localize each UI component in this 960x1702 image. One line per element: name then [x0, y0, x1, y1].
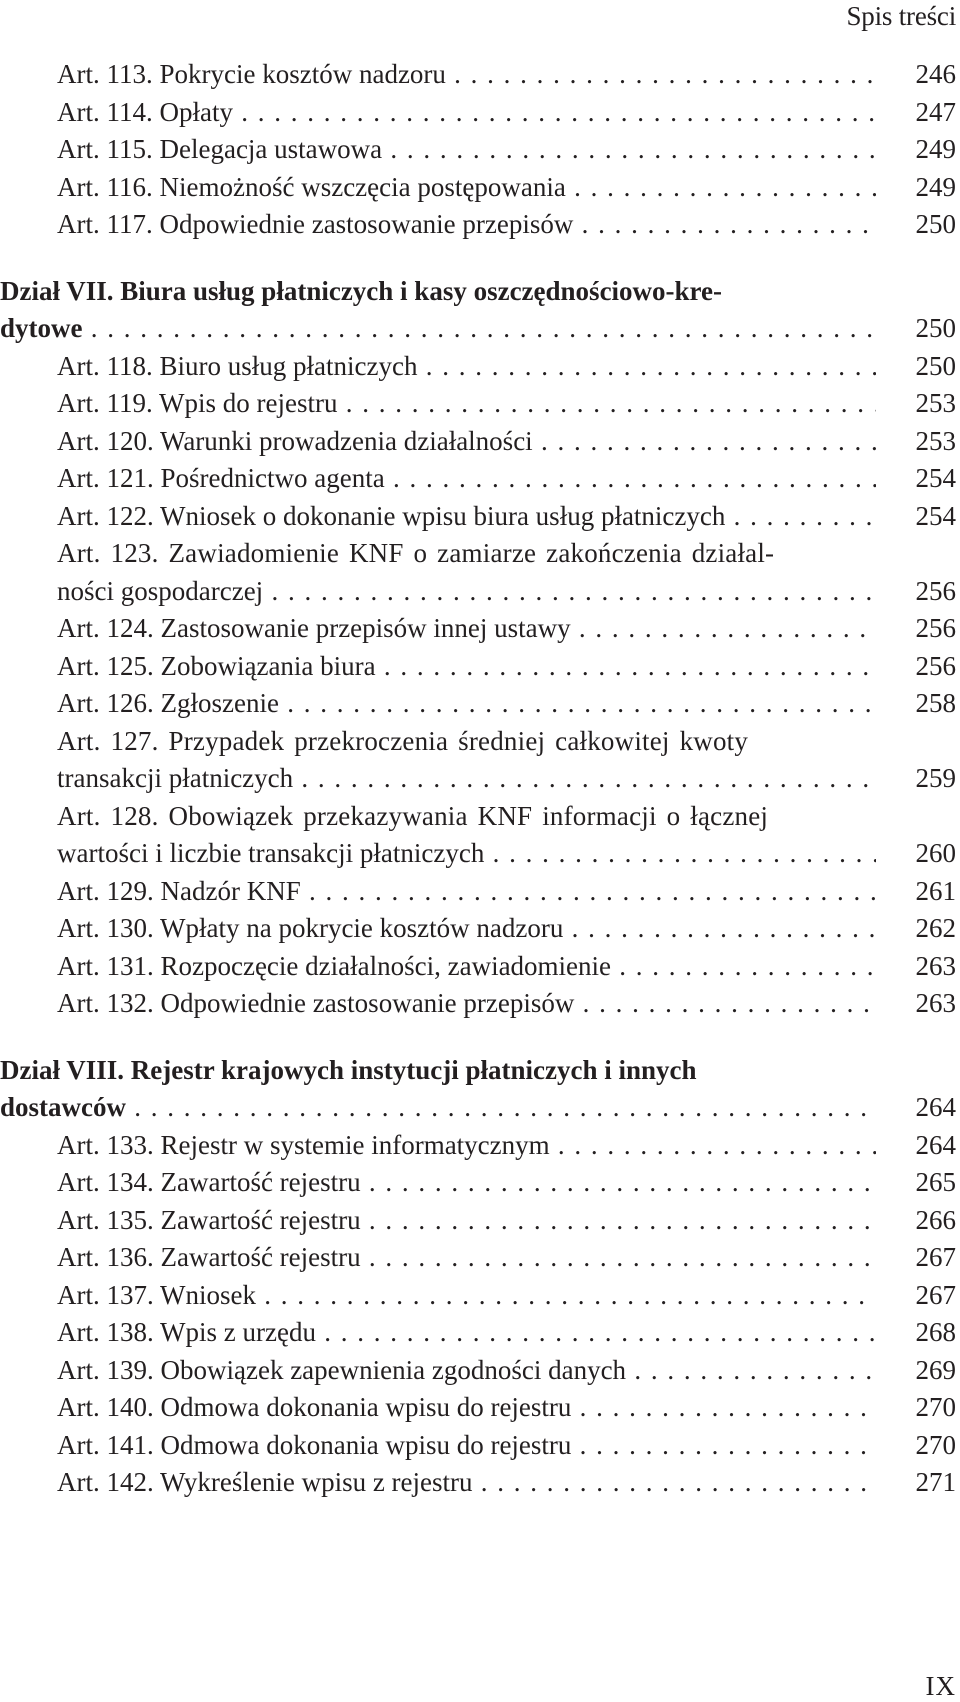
toc-entry-text: Art. 141. Odmowa dokonania wpisu do rejestru . . . — [57, 1427, 900, 1465]
toc-entry-page: 265 — [900, 1164, 956, 1202]
toc-entry-text: Art. 115. Delegacja ustawowa . . . — [57, 131, 900, 169]
toc-entry-cont-text: ności gospodarczej . . . — [57, 573, 900, 611]
toc-entry-text: Art. 131. Rozpoczęcie działalności, zawiadomienie . . . — [57, 948, 900, 986]
toc-entry-text: Art. 117. Odpowiednie zastosowanie przepisów . . . — [57, 206, 900, 244]
toc-entry-page: 250 — [900, 206, 956, 244]
toc-entry-page: 264 — [900, 1127, 956, 1165]
toc-entry-page: 266 — [900, 1202, 956, 1240]
toc-entry — [0, 1164, 960, 1202]
toc-entry — [0, 1352, 960, 1390]
toc-entry-text: Art. 129. Nadzór KNF . . . — [57, 873, 900, 911]
toc-entry-text: Art. 126. Zgłoszenie . . . — [57, 685, 900, 723]
toc-entry-page: 267 — [900, 1277, 956, 1315]
toc-entry — [0, 1314, 960, 1352]
toc-entry-text: Art. 130. Wpłaty na pokrycie kosztów nadzoru . . . — [57, 910, 900, 948]
toc-entry — [0, 206, 960, 244]
toc-entry — [0, 1464, 960, 1502]
toc-entry — [0, 348, 960, 386]
toc-entry-cont — [0, 835, 960, 873]
toc-entry — [0, 910, 960, 948]
section-gap — [0, 244, 960, 273]
toc-entry-text: Art. 113. Pokrycie kosztów nadzoru . . . — [57, 56, 900, 94]
toc-entry-cont-page: 256 — [900, 573, 956, 611]
toc-entry-text: Art. 133. Rejestr w systemie informatycznym . . . — [57, 1127, 900, 1165]
toc-entry-page: 267 — [900, 1239, 956, 1277]
toc-entry-page: 253 — [900, 423, 956, 461]
division-heading-cont-text: dytowe . . . — [0, 310, 900, 348]
toc-entry-page: 256 — [900, 648, 956, 686]
toc-entry-page: 256 — [900, 610, 956, 648]
toc-entry — [0, 985, 960, 1023]
toc-entry-text: Art. 137. Wniosek . . . — [57, 1277, 900, 1315]
toc-entry — [0, 423, 960, 461]
toc-entry-text: Art. 135. Zawartość rejestru . . . — [57, 1202, 900, 1240]
toc-entry-text: Art. 127. Przypadek przekroczenia średniej całkowitej kwoty — [57, 725, 749, 756]
division-heading-cont-page: 264 — [900, 1089, 956, 1127]
toc-entry — [0, 1427, 960, 1465]
toc-entry-text: Art. 120. Warunki prowadzenia działalności . . . — [57, 423, 900, 461]
toc-entry — [0, 648, 960, 686]
toc-entry-page: 270 — [900, 1427, 956, 1465]
toc-entry-text: Art. 139. Obowiązek zapewnienia zgodności danych . . . — [57, 1352, 900, 1390]
toc-entry-cont-page: 259 — [900, 760, 956, 798]
toc-entry-page: 254 — [900, 498, 956, 536]
division-heading-cont-text: dostawców . . . — [0, 1089, 900, 1127]
toc-entry-page: 249 — [900, 169, 956, 207]
toc-entry-page: 253 — [900, 385, 956, 423]
toc-entry — [0, 1389, 960, 1427]
toc-entry — [0, 131, 960, 169]
toc-entry-page: 263 — [900, 948, 956, 986]
toc-entry — [0, 1277, 960, 1315]
toc-entry-text: Art. 114. Opłaty . . . — [57, 94, 900, 132]
toc-entry-page: 262 — [900, 910, 956, 948]
toc-entry — [0, 1239, 960, 1277]
toc-entry — [0, 498, 960, 536]
toc-entry — [0, 610, 960, 648]
toc-entry-cont-page: 260 — [900, 835, 956, 873]
toc-entry — [0, 94, 960, 132]
toc-entry-page: 270 — [900, 1389, 956, 1427]
toc-entry-cont-text: wartości i liczbie transakcji płatniczych . . . — [57, 835, 900, 873]
toc-entry-page: 254 — [900, 460, 956, 498]
toc-entry — [0, 723, 960, 761]
toc-entry — [0, 873, 960, 911]
toc-entry-page: 246 — [900, 56, 956, 94]
toc-entry-page: 249 — [900, 131, 956, 169]
toc-entry-page: 268 — [900, 1314, 956, 1352]
toc-entry-text: Art. 132. Odpowiednie zastosowanie przepisów . . . — [57, 985, 900, 1023]
running-header: Spis treści — [846, 1, 956, 31]
toc-entry-text: Art. 121. Pośrednictwo agenta . . . — [57, 460, 900, 498]
toc-entry-page: 261 — [900, 873, 956, 911]
toc-entry — [0, 948, 960, 986]
toc-entry — [0, 1202, 960, 1240]
page-number-footer: IX — [925, 1671, 956, 1701]
division-heading — [0, 273, 960, 311]
toc-entry-page: 258 — [900, 685, 956, 723]
toc-entry-text: Art. 125. Zobowiązania biura . . . — [57, 648, 900, 686]
toc-entry-cont — [0, 760, 960, 798]
division-heading-cont — [0, 1089, 960, 1127]
toc-entry-text: Art. 116. Niemożność wszczęcia postępowania . . . — [57, 169, 900, 207]
division-heading-text: Dział VIII. Rejestr krajowych instytucji płatniczych i innych — [0, 1054, 697, 1085]
toc-entry-text: Art. 119. Wpis do rejestru . . . — [57, 385, 900, 423]
toc-entry — [0, 1127, 960, 1165]
toc-entry-page: 247 — [900, 94, 956, 132]
toc-entry-text: Art. 122. Wniosek o dokonanie wpisu biura usług płatniczych . . . — [57, 498, 900, 536]
toc-entry-text: Art. 140. Odmowa dokonania wpisu do rejestru . . . — [57, 1389, 900, 1427]
toc-entry — [0, 169, 960, 207]
toc-entry-text: Art. 118. Biuro usług płatniczych . . . — [57, 348, 900, 386]
toc-entry — [0, 385, 960, 423]
toc-entry-text: Art. 123. Zawiadomienie KNF o zamiarze zakończenia działal- — [57, 538, 775, 568]
toc-entry-text: Art. 128. Obowiązek przekazywania KNF informacji o łącznej — [57, 800, 769, 831]
toc-entry-cont — [0, 573, 960, 611]
toc-entry-page: 263 — [900, 985, 956, 1023]
division-heading-cont — [0, 310, 960, 348]
toc-entry-text: Art. 142. Wykreślenie wpisu z rejestru . . . — [57, 1464, 900, 1502]
table-of-contents — [0, 56, 960, 1502]
toc-entry — [0, 535, 960, 573]
division-heading-cont-page: 250 — [900, 310, 956, 348]
section-gap — [0, 1023, 960, 1052]
toc-entry-text: Art. 136. Zawartość rejestru . . . — [57, 1239, 900, 1277]
toc-entry — [0, 460, 960, 498]
toc-entry — [0, 798, 960, 836]
toc-entry-text: Art. 124. Zastosowanie przepisów innej ustawy . . . — [57, 610, 900, 648]
toc-entry-cont-text: transakcji płatniczych . . . — [57, 760, 900, 798]
toc-entry — [0, 56, 960, 94]
toc-entry-page: 269 — [900, 1352, 956, 1390]
toc-entry-text: Art. 134. Zawartość rejestru . . . — [57, 1164, 900, 1202]
division-heading-text: Dział VII. Biura usług płatniczych i kasy oszczędnościowo-kre- — [0, 275, 723, 306]
division-heading — [0, 1052, 960, 1090]
toc-entry — [0, 685, 960, 723]
toc-entry-text: Art. 138. Wpis z urzędu . . . — [57, 1314, 900, 1352]
toc-entry-page: 271 — [900, 1464, 956, 1502]
toc-entry-page: 250 — [900, 348, 956, 386]
